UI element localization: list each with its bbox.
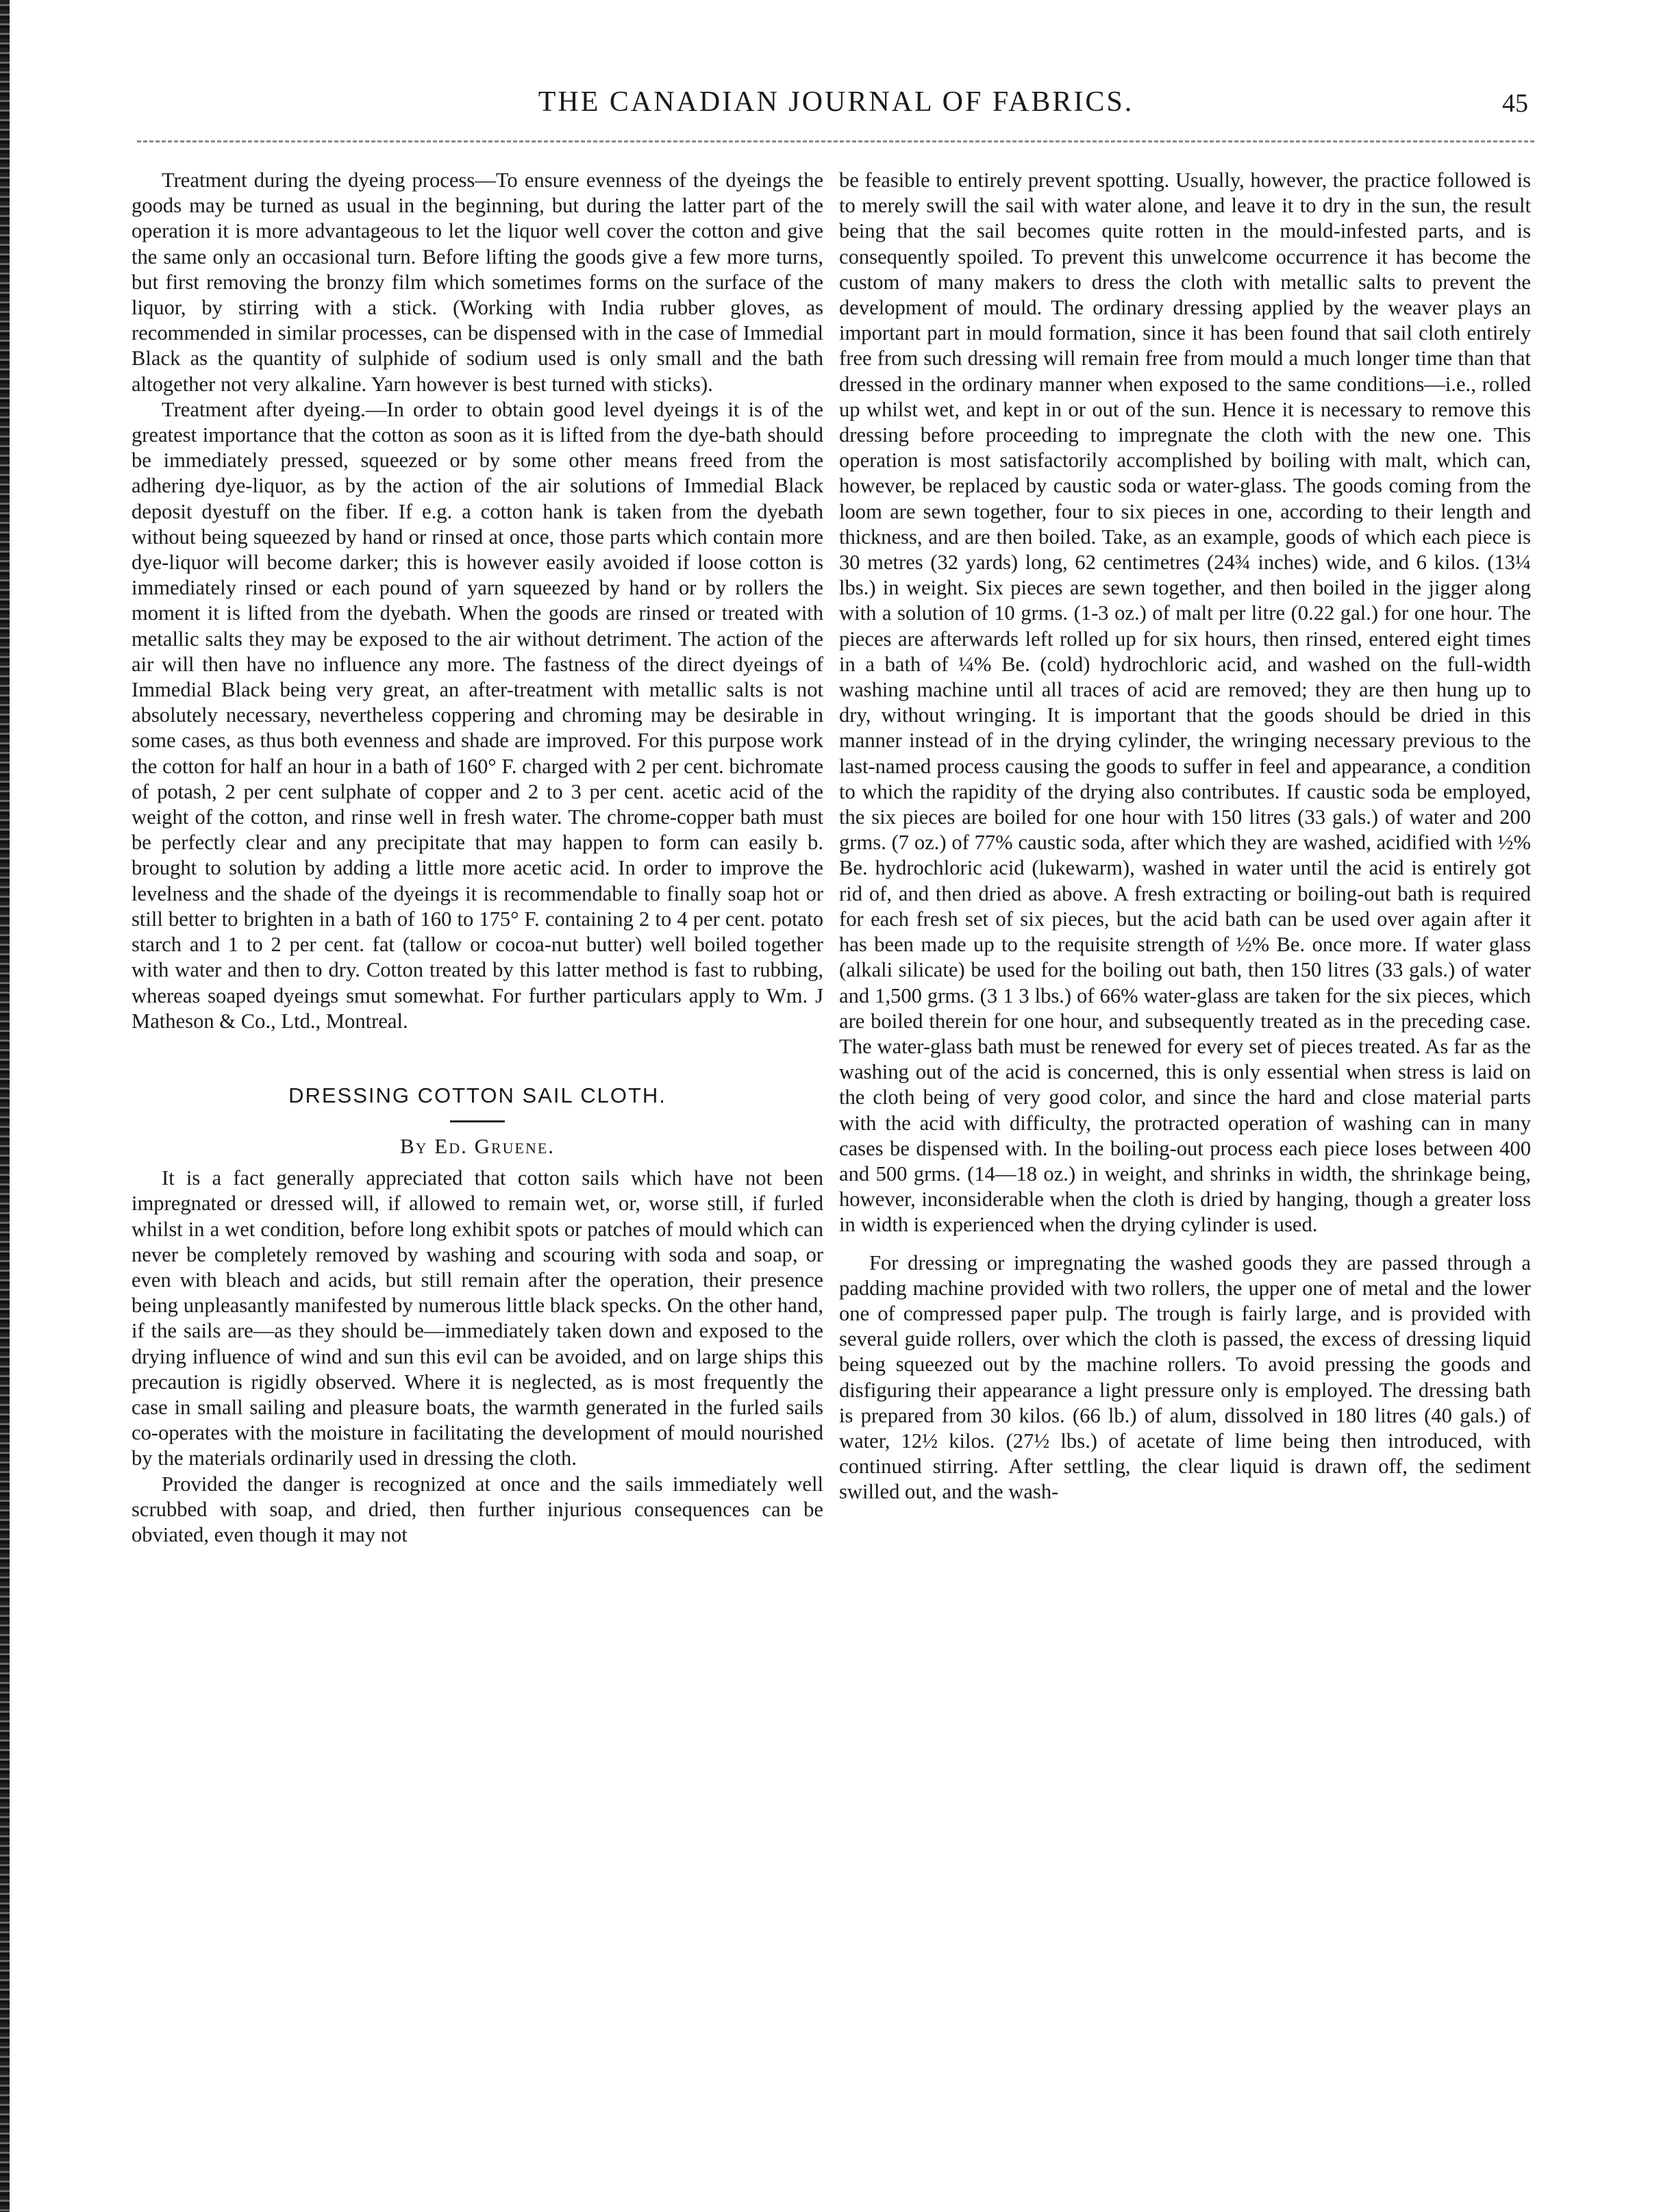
paragraph-spotting-continued: be feasible to entirely prevent spotting. Usually, however, the practice followed is to merely swill the sail with water alone, and leave it to dry in the sun, the result being that the sail becomes quite rotten in the mould-infested parts, and is consequently spoiled. To prevent this unwelcome occurrence it has become the custom of many makers to dress the cloth with metallic salts to prevent the development of mould. The ordinary dressing applied by the weaver plays an important part in mould formation, since it has been found that sail cloth entirely free from such dressing will remain free from mould a much longer time than that dressed in the ordinary manner when exposed to the same conditions—i.e., rolled up whilst wet, and kept in or out of the sun. Hence it is necessary to remove this dressing before proceeding to impregnate the cloth with the new one. This operation is most satisfactorily accomplished by boiling with malt, which can, however, be replaced by caustic soda or water-glass. The goods coming from the loom are sewn together, four to six pieces in one, according to their length and thickness, and are then boiled. Take, as an example, goods of which each piece is 30 metres (32 yards) long, 62 centimetres (24¾ inches) wide, and 6 kilos. (13¼ lbs.) in weight. Six pieces are sewn together, and then boiled in the jigger along with a solution of 10 grms. (1-3 oz.) of malt per litre (0.22 gal.) for one hour. The pieces are afterwards left rolled up for six hours, then rinsed, entered eight times in a bath of ¼% Be. (cold) hydrochloric acid, and washed on the full-width washing machine until all traces of acid are removed; they are then hung up to dry, without wringing. It is important that the goods should be dried in this manner instead of in the drying cylinder, the wringing necessary previous to the last-named process causing the goods to suffer in feel and appearance, a condition to which the rapidity of the drying also contributes. If caustic soda be employed, the six pieces are boiled for one hour with 150 litres (33 gals.) of water and 200 grms. (7 oz.) of 77% caustic soda, after which they are washed, acidified with ½% Be. hydrochloric acid (lukewarm), washed in water until the acid is entirely got rid of, and then dried as above. A fresh extracting or boiling-out bath is required for each fresh set of six pieces, but the acid bath can be used over again after it has been made up to the requisite strength of ½% Be. once more. If water glass (alkali silicate) be used for the boiling out bath, then 150 litres (33 gals.) of water and 1,500 grms. (3 1 3 lbs.) of 66% water-glass are taken for the six pieces, which are boiled therein for one hour, and subsequently treated as in the preceding case. The water-glass bath must be renewed for every set of pieces treated. As far as the washing out of the acid is concerned, this is only essential when stress is laid on the cloth being of very good color, and since the hard and close material parts with the acid with difficulty, the protracted operation of washing can in many cases be dispensed with. In the boiling-out process each piece loses between 400 and 500 grms. (14—18 oz.) in weight, and shrinks in width, the shrinkage being, however, inconsiderable when the cloth is dried by hanging, though a greater loss in width is experienced when the drying cylinder is used.: [839, 168, 1531, 1237]
paragraph-dressing: For dressing or impregnating the washed goods they are passed through a padding machine provided with two rollers, the upper one of metal and the lower one of compressed paper pulp. The trough is fairly large, and is provided with several guide rollers, over which the cloth is passed, the excess of dressing liquid being squeezed out by the machine rollers. To avoid pressing the goods and disfiguring their appearance a light pressure only is employed. The dressing bath is prepared from 30 kilos. (66 lb.) of alum, dissolved in 180 litres (40 gals.) of water, 12½ kilos. (27½ lbs.) of acetate of lime being then introduced, with continued stirring. After settling, the clear liquid is drawn off, the sediment swilled out, and the wash-: [839, 1250, 1531, 1504]
page-number: 45: [1502, 89, 1528, 118]
article-heading: DRESSING COTTON SAIL CLOTH.: [288, 1083, 666, 1107]
journal-title: THE CANADIAN JOURNAL OF FABRICS.: [538, 86, 1134, 118]
article-byline: By Ed. Gruene.: [399, 1133, 556, 1158]
header-rule: [137, 140, 1534, 142]
heading-rule: [450, 1120, 505, 1122]
paragraph-sail-intro: It is a fact generally appreciated that cotton sails which have not been impregnated or dressed will, if allowed to remain wet, or, worse still, if furled whilst in a wet condition, before long exhibit spots or patches of mould which can never be completely removed by washing and scouring with soda and soap, or even with bleach and acids, but still remain after the operation, their presence being unpleasantly manifested by numerous little black specks. On the other hand, if the sails are—as they should be—immediately taken down and exposed to the drying influence of wind and sun this evil can be avoided, and on large ships this precaution is rigidly observed. Where it is neglected, as is most frequently the case in small sailing and pleasure boats, the warmth generated in the furled sails co-operates with the moisture in facilitating the development of mould nourished by the materials ordinarily used in dressing the cloth.: [132, 1166, 823, 1470]
left-column: [132, 168, 823, 1548]
running-head: [0, 86, 1672, 127]
binding-edge: [0, 0, 10, 2212]
paragraph-dyeing-treatment: Treatment during the dyeing process—To ensure evenness of the dyeings the goods may be turned as usual in the beginning, but during the latter part of the operation it is more advantageous to let the liquor well cover the cotton and give the same only an occasional turn. Before lifting the goods give a few more turns, but first removing the bronzy film which sometimes forms on the surface of the liquor, by stirring with a stick. (Working with India rubber gloves, as recommended in similar processes, can be dispensed with in the case of Immedial Black as the quantity of sulphide of sodium used is only small and the bath altogether not very alkaline. Yarn however is best turned with sticks).: [132, 168, 823, 396]
paragraph-after-dyeing: Treatment after dyeing.—In order to obtain good level dyeings it is of the greatest importance that the cotton as soon as it is lifted from the dye-bath should be immediately pressed, squeezed or by some other means freed from the adhering dye-liquor, as by the action of the air solutions of Immedial Black deposit dyestuff on the fiber. If e.g. a cotton hank is taken from the dyebath without being squeezed by hand or rinsed at once, those parts which contain more dye-liquor will become darker; this is however easily avoided if loose cotton is immediately rinsed or each pound of yarn squeezed by hand or by rollers the moment it is lifted from the dyebath. When the goods are rinsed or treated with metallic salts they may be exposed to the air without detriment. The action of the air will then have no influence any more. The fastness of the direct dyeings of Immedial Black being very great, an after-treatment with metallic salts is not absolutely necessary, nevertheless coppering and chroming may be desirable in some cases, as thus both evenness and shade are improved. For this purpose work the cotton for half an hour in a bath of 160° F. charged with 2 per cent. bichromate of potash, 2 per cent sulphate of copper and 2 to 3 per cent. acetic acid of the weight of the cotton, and rinse well in fresh water. The chrome-copper bath must be perfectly clear and any precipitate that may happen to form can easily b. brought to solution by adding a little more acetic acid. In order to improve the levelness and the shade of the dyeings it is recommendable to finally soap hot or still better to brighten in a bath of 160 to 175° F. containing 2 to 4 per cent. potato starch and 1 to 2 per cent. fat (tallow or cocoa-nut butter) well boiled together with water and then to dry. Cotton treated by this latter method is fast to rubbing, whereas soaped dyeings smut somewhat. For further particulars apply to Wm. J Matheson & Co., Ltd., Montreal.: [132, 397, 823, 1033]
right-column: [839, 168, 1531, 1505]
paragraph-danger: Provided the danger is recognized at once and the sails immediately well scrubbed with soap, and dried, then further injurious consequences can be obviated, even though it may not: [132, 1472, 823, 1546]
